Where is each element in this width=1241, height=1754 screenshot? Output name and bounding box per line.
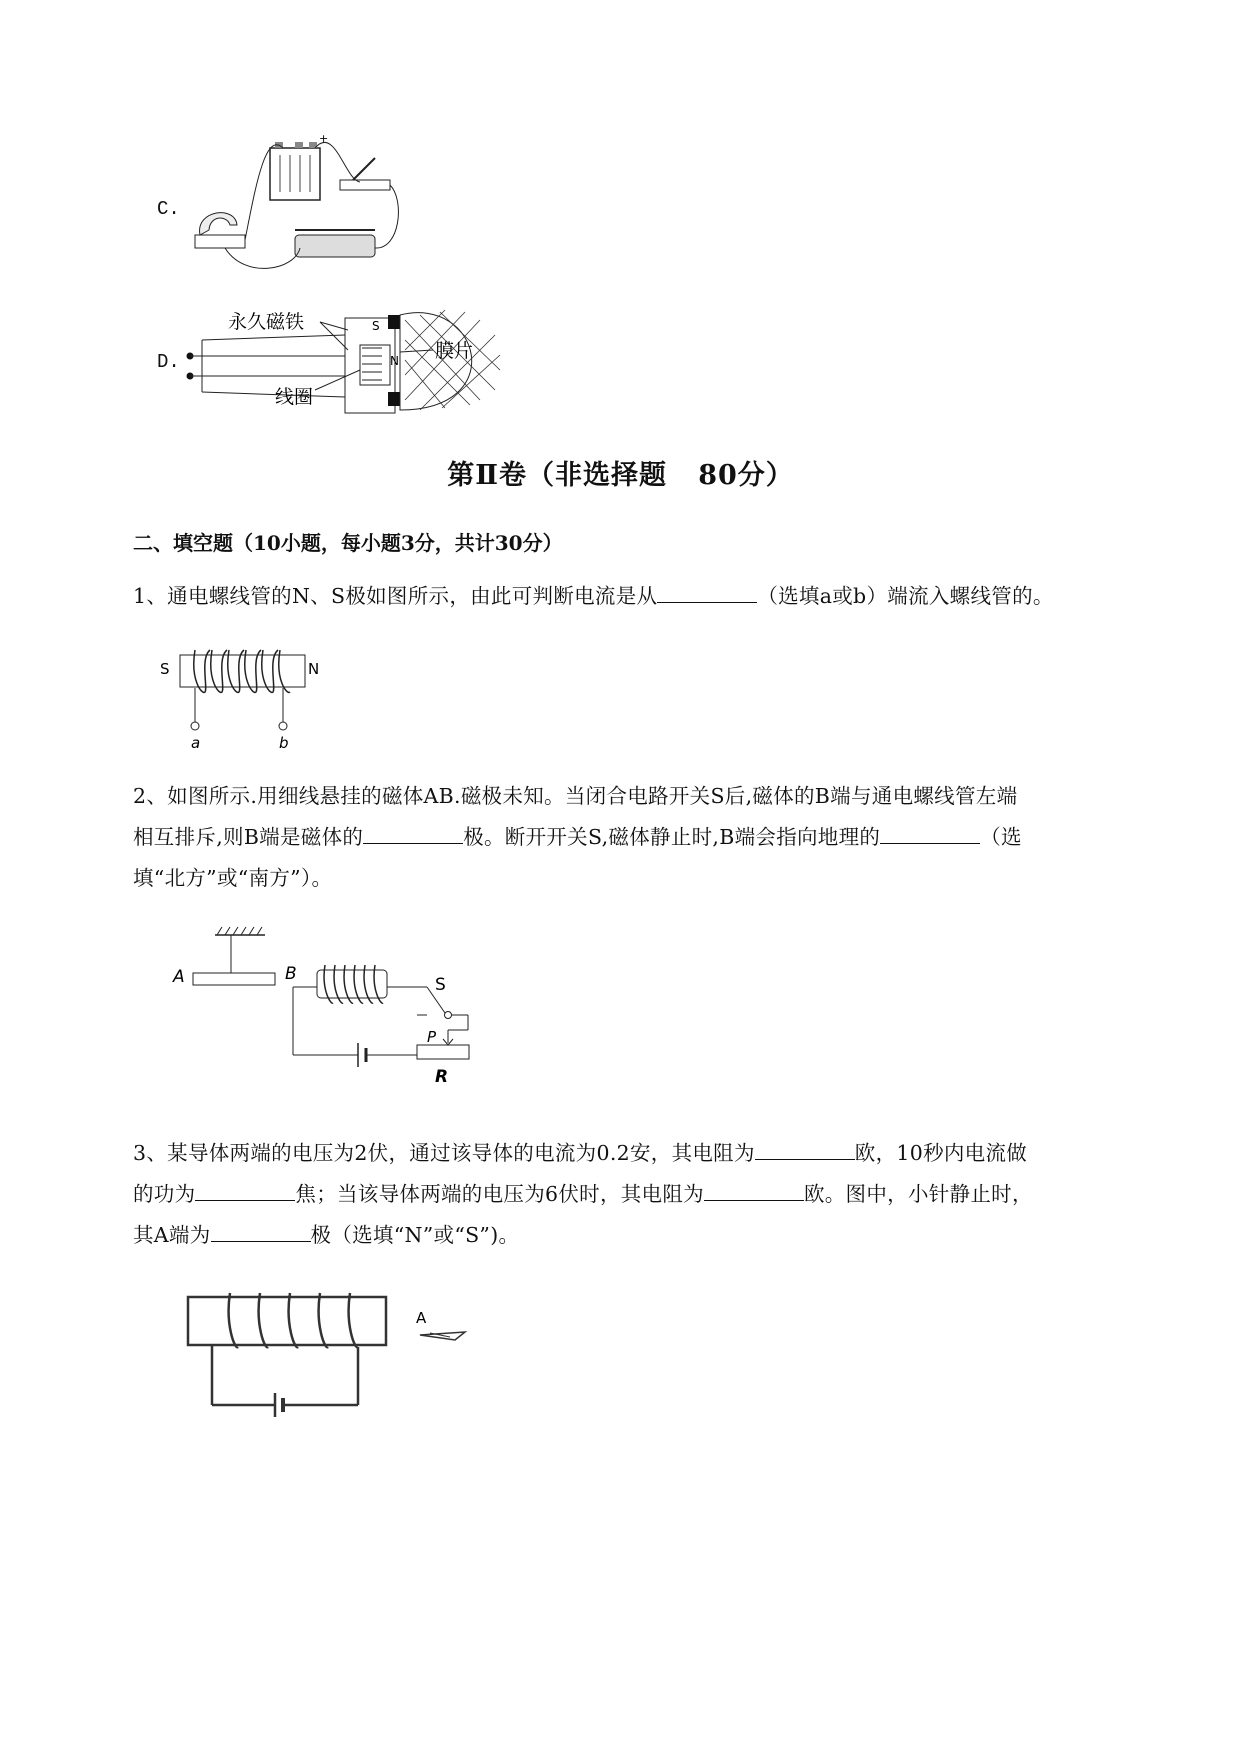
switch-icon [340,180,390,190]
question-3-figure [180,1285,480,1425]
question-2-text: 2、如图所示.用细线悬挂的磁体AB.磁极未知。当闭合电路开关S后,磁体的B端与通电螺线管左端相互排斥,则B端是磁体的 [133,784,1018,849]
question-3-text-4: 欧。图中，小针静止时，其A端为 [133,1182,1033,1247]
answer-blank [755,1136,855,1160]
b-end-label: B [285,964,297,984]
coil-label: 线圈 [275,386,314,408]
permanent-magnet-label: 永久磁铁 [228,311,305,333]
question-2-text-end: （选填“北方”或“南方”）。 [133,825,1022,890]
terminal-a-label: a [191,734,201,752]
answer-blank [657,579,757,603]
question-3-text-end: 极（选填“N”或“S”)。 [310,1223,520,1247]
solenoid-core [180,655,305,687]
answer-blank [704,1177,804,1201]
diaphragm-label: 膜片 [435,340,474,362]
question-3-text-3: 焦；当该导体两端的电压为6伏时，其电阻为 [295,1182,704,1206]
a-end-label: A [173,967,185,987]
s-label: S [160,660,170,678]
battery-icon [270,148,320,200]
answer-blank [363,820,463,844]
question-3-text: 3、某导体两端的电压为2伏，通过该导体的电流为0.2安，其电阻为 [133,1141,755,1165]
bar-magnet [193,973,275,985]
question-1-figure [150,640,340,755]
answer-blank [211,1218,311,1242]
option-c-figure [185,130,415,280]
question-3 [133,1133,1038,1256]
question-2-text-mid: 极。断开开关S,磁体静止时,B端会指向地理的 [463,825,881,849]
needle-a-label: A [416,1309,427,1327]
s-pole-label: S [372,319,380,333]
n-label: N [308,660,320,678]
n-pole-label: N [390,354,399,368]
switch-label: S [435,975,446,995]
question-2-figure [165,915,485,1090]
question-1-text-end: （选填a或b）端流入螺线管的。 [757,584,1054,608]
option-d-figure [180,300,520,420]
solenoid [188,1297,386,1345]
r-label: R [435,1067,449,1087]
question-1 [133,576,1113,617]
question-3-text-2: 欧，10秒内电流做的功为 [133,1141,1028,1206]
option-d-label: D. [157,351,180,373]
rheostat-icon [295,235,375,257]
terminal-b-label: b [279,734,289,752]
part-title: 二、填空题（10小题，每小题3分，共计30分） [133,531,563,555]
answer-blank [195,1177,295,1201]
question-1-text: 1、通电螺线管的N、S极如图所示，由此可判断电流是从 [133,584,658,608]
svg-text:+: + [319,132,329,145]
question-2 [133,776,1038,899]
p-label: P [427,1028,437,1046]
option-c-label: C. [157,198,180,220]
answer-blank [880,820,980,844]
section-title: 第Ⅱ卷（非选择题 80分） [447,460,794,491]
rheostat [417,1045,469,1059]
electromagnet-icon [195,235,245,248]
